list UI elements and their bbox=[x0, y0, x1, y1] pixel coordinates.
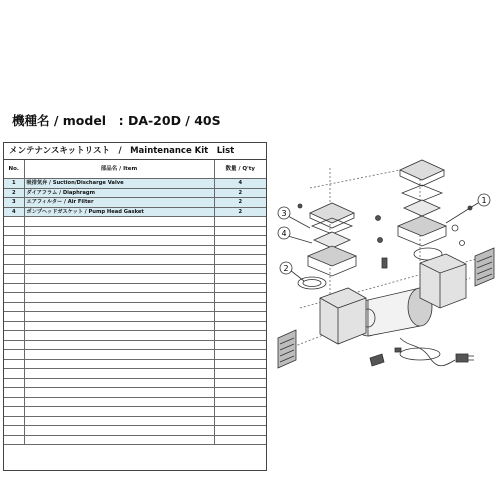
empty-cell bbox=[4, 321, 24, 331]
empty-cell bbox=[4, 407, 24, 417]
callout-3 bbox=[278, 207, 290, 219]
empty-table-row bbox=[4, 331, 266, 341]
row-qty: 4 bbox=[214, 179, 266, 189]
empty-cell bbox=[24, 407, 214, 417]
empty-cell bbox=[24, 283, 214, 293]
empty-cell bbox=[214, 236, 266, 246]
empty-cell bbox=[4, 435, 24, 445]
empty-cell bbox=[4, 283, 24, 293]
right-head-stack bbox=[398, 160, 446, 260]
callout-4 bbox=[278, 227, 290, 239]
empty-table-row bbox=[4, 378, 266, 388]
empty-cell bbox=[24, 397, 214, 407]
row-item: 吸排気弁 / Suction/Discharge Valve bbox=[24, 179, 214, 189]
empty-table-row bbox=[4, 245, 266, 255]
table-header-row bbox=[4, 160, 266, 179]
table-row bbox=[4, 179, 266, 189]
empty-table-row bbox=[4, 236, 266, 246]
empty-table-row bbox=[4, 217, 266, 227]
empty-table-row bbox=[4, 264, 266, 274]
empty-cell bbox=[214, 426, 266, 436]
empty-cell bbox=[24, 321, 214, 331]
empty-cell bbox=[214, 274, 266, 284]
left-head-stack bbox=[298, 203, 356, 289]
empty-cell bbox=[4, 350, 24, 360]
empty-cell bbox=[4, 378, 24, 388]
empty-cell bbox=[214, 302, 266, 312]
column-header-item: 部品名 / Item bbox=[24, 160, 214, 179]
empty-table-row bbox=[4, 321, 266, 331]
empty-cell bbox=[4, 236, 24, 246]
empty-cell bbox=[214, 283, 266, 293]
empty-cell bbox=[214, 435, 266, 445]
fan-grille-left bbox=[278, 330, 296, 368]
row-no: 1 bbox=[4, 179, 24, 189]
empty-cell bbox=[4, 264, 24, 274]
table-row bbox=[4, 198, 266, 208]
empty-table-row bbox=[4, 426, 266, 436]
column-header-no: No. bbox=[4, 160, 24, 179]
empty-table-row bbox=[4, 226, 266, 236]
empty-table-row bbox=[4, 340, 266, 350]
empty-cell bbox=[24, 302, 214, 312]
empty-table-row bbox=[4, 350, 266, 360]
callout-1 bbox=[478, 194, 490, 206]
empty-table-row bbox=[4, 416, 266, 426]
table-row bbox=[4, 207, 266, 217]
empty-cell bbox=[4, 340, 24, 350]
empty-cell bbox=[4, 255, 24, 265]
empty-cell bbox=[214, 378, 266, 388]
empty-cell bbox=[4, 245, 24, 255]
empty-cell bbox=[4, 331, 24, 341]
empty-table-row bbox=[4, 274, 266, 284]
empty-cell bbox=[4, 217, 24, 227]
empty-cell bbox=[214, 397, 266, 407]
empty-table-row bbox=[4, 397, 266, 407]
column-header-qty: 数量 / Q'ty bbox=[214, 160, 266, 179]
empty-cell bbox=[4, 388, 24, 398]
empty-cell bbox=[24, 274, 214, 284]
empty-cell bbox=[4, 226, 24, 236]
empty-cell bbox=[24, 226, 214, 236]
empty-cell bbox=[24, 236, 214, 246]
empty-cell bbox=[214, 293, 266, 303]
empty-table-row bbox=[4, 283, 266, 293]
empty-cell bbox=[214, 350, 266, 360]
empty-cell bbox=[4, 359, 24, 369]
empty-cell bbox=[24, 359, 214, 369]
empty-cell bbox=[214, 340, 266, 350]
empty-cell bbox=[214, 255, 266, 265]
empty-table-row bbox=[4, 359, 266, 369]
svg-text:4: 4 bbox=[281, 229, 287, 238]
empty-table-row bbox=[4, 435, 266, 445]
callout-2 bbox=[280, 262, 292, 274]
empty-cell bbox=[4, 416, 24, 426]
row-qty: 2 bbox=[214, 198, 266, 208]
pump-chamber-right bbox=[420, 254, 466, 308]
empty-table-row bbox=[4, 293, 266, 303]
svg-text:1: 1 bbox=[481, 196, 487, 205]
empty-table-row bbox=[4, 302, 266, 312]
empty-cell bbox=[4, 369, 24, 379]
empty-cell bbox=[24, 245, 214, 255]
empty-cell bbox=[214, 359, 266, 369]
empty-cell bbox=[214, 416, 266, 426]
empty-table-row bbox=[4, 407, 266, 417]
kit-list-header: メンテナンスキットリスト / Maintenance Kit List bbox=[4, 143, 266, 160]
empty-cell bbox=[24, 217, 214, 227]
empty-cell bbox=[24, 312, 214, 322]
row-qty: 2 bbox=[214, 207, 266, 217]
empty-cell bbox=[24, 255, 214, 265]
pump-chamber-left bbox=[320, 288, 366, 344]
row-item: ダイアフラム / Diaphragm bbox=[24, 188, 214, 198]
empty-table-row bbox=[4, 388, 266, 398]
empty-cell bbox=[24, 426, 214, 436]
row-item: ポンプヘッドガスケット / Pump Head Gasket bbox=[24, 207, 214, 217]
empty-cell bbox=[214, 388, 266, 398]
model-title: 機種名 / model : DA-20D / 40S bbox=[12, 113, 221, 128]
power-cord bbox=[370, 338, 474, 366]
empty-cell bbox=[24, 340, 214, 350]
svg-text:3: 3 bbox=[281, 209, 287, 218]
empty-cell bbox=[24, 331, 214, 341]
empty-cell bbox=[214, 217, 266, 227]
empty-cell bbox=[4, 312, 24, 322]
exploded-parts-diagram bbox=[270, 148, 500, 388]
empty-table-row bbox=[4, 312, 266, 322]
fan-grille-right bbox=[475, 248, 494, 286]
row-no: 3 bbox=[4, 198, 24, 208]
row-qty: 2 bbox=[214, 188, 266, 198]
empty-cell bbox=[4, 397, 24, 407]
svg-text:2: 2 bbox=[283, 264, 289, 273]
row-no: 2 bbox=[4, 188, 24, 198]
empty-cell bbox=[214, 331, 266, 341]
row-no: 4 bbox=[4, 207, 24, 217]
empty-cell bbox=[24, 369, 214, 379]
empty-cell bbox=[24, 378, 214, 388]
empty-table-row bbox=[4, 369, 266, 379]
empty-cell bbox=[214, 226, 266, 236]
empty-cell bbox=[24, 388, 214, 398]
empty-cell bbox=[4, 274, 24, 284]
empty-cell bbox=[4, 293, 24, 303]
empty-cell bbox=[214, 407, 266, 417]
row-item: エアフィルター / Air Filter bbox=[24, 198, 214, 208]
table-row bbox=[4, 188, 266, 198]
empty-cell bbox=[24, 435, 214, 445]
kit-table-body bbox=[4, 179, 266, 445]
empty-cell bbox=[214, 369, 266, 379]
empty-cell bbox=[24, 350, 214, 360]
empty-cell bbox=[24, 264, 214, 274]
empty-cell bbox=[214, 245, 266, 255]
empty-cell bbox=[24, 293, 214, 303]
empty-cell bbox=[4, 426, 24, 436]
empty-cell bbox=[214, 264, 266, 274]
empty-cell bbox=[214, 312, 266, 322]
maintenance-kit-list bbox=[3, 142, 267, 471]
empty-table-row bbox=[4, 255, 266, 265]
empty-cell bbox=[4, 302, 24, 312]
kit-table bbox=[4, 160, 266, 445]
empty-cell bbox=[214, 321, 266, 331]
empty-cell bbox=[24, 416, 214, 426]
